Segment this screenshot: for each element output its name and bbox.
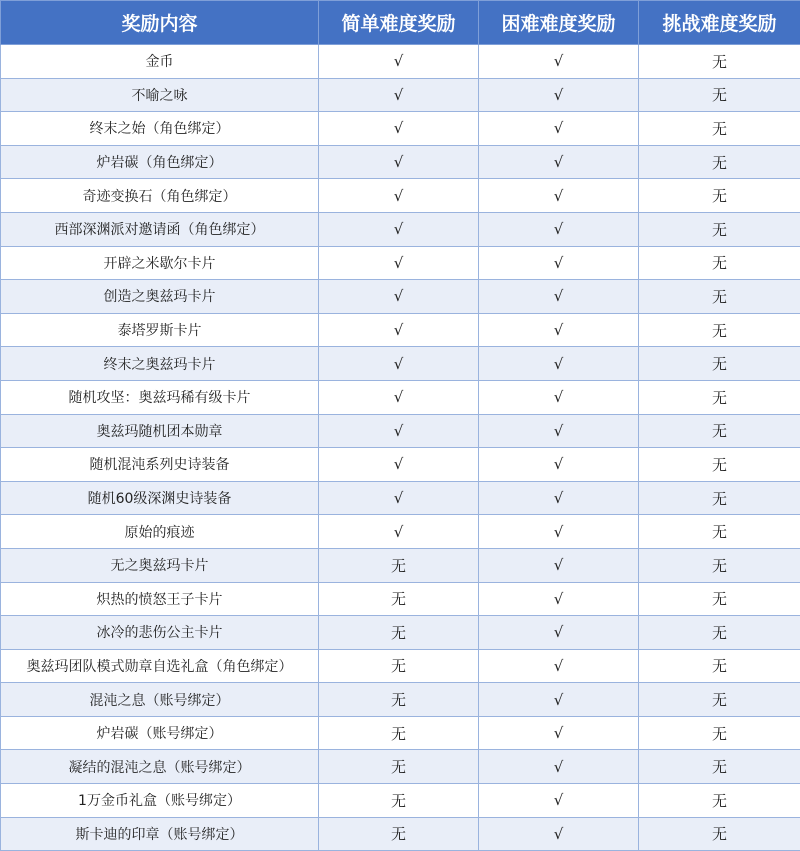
reward-name-cell: 创造之奥兹玛卡片 bbox=[1, 280, 319, 314]
table-row bbox=[1, 212, 800, 246]
hard-reward-cell: √ bbox=[479, 750, 639, 784]
header-row bbox=[1, 1, 800, 45]
hard-reward-cell: √ bbox=[479, 246, 639, 280]
easy-reward-cell: 无 bbox=[319, 716, 479, 750]
table-row bbox=[1, 448, 800, 482]
reward-name-cell: 奥兹玛随机团本勋章 bbox=[1, 414, 319, 448]
hard-reward-cell: √ bbox=[479, 515, 639, 549]
reward-name-cell: 随机混沌系列史诗装备 bbox=[1, 448, 319, 482]
hard-reward-cell: √ bbox=[479, 179, 639, 213]
reward-name-cell: 随机60级深渊史诗装备 bbox=[1, 481, 319, 515]
easy-reward-cell: √ bbox=[319, 280, 479, 314]
easy-reward-cell: 无 bbox=[319, 649, 479, 683]
easy-reward-cell: √ bbox=[319, 347, 479, 381]
challenge-reward-cell: 无 bbox=[639, 481, 800, 515]
challenge-reward-cell: 无 bbox=[639, 716, 800, 750]
hard-reward-cell: √ bbox=[479, 817, 639, 851]
reward-name-cell: 奥兹玛团队模式勋章自选礼盒（角色绑定） bbox=[1, 649, 319, 683]
hard-reward-cell: √ bbox=[479, 683, 639, 717]
easy-reward-cell: 无 bbox=[319, 750, 479, 784]
easy-reward-cell: 无 bbox=[319, 784, 479, 818]
reward-name-cell: 金币 bbox=[1, 45, 319, 79]
easy-reward-cell: 无 bbox=[319, 817, 479, 851]
hard-reward-cell: √ bbox=[479, 784, 639, 818]
header-challenge-reward: 挑战难度奖励 bbox=[639, 1, 800, 45]
hard-reward-cell: √ bbox=[479, 145, 639, 179]
header-hard-reward: 困难难度奖励 bbox=[479, 1, 639, 45]
header-easy-reward: 简单难度奖励 bbox=[319, 1, 479, 45]
table-row bbox=[1, 78, 800, 112]
easy-reward-cell: √ bbox=[319, 515, 479, 549]
hard-reward-cell: √ bbox=[479, 112, 639, 146]
challenge-reward-cell: 无 bbox=[639, 817, 800, 851]
reward-name-cell: 1万金币礼盒（账号绑定） bbox=[1, 784, 319, 818]
table-row bbox=[1, 582, 800, 616]
easy-reward-cell: √ bbox=[319, 246, 479, 280]
challenge-reward-cell: 无 bbox=[639, 380, 800, 414]
reward-name-cell: 炉岩碳（账号绑定） bbox=[1, 716, 319, 750]
challenge-reward-cell: 无 bbox=[639, 649, 800, 683]
easy-reward-cell: √ bbox=[319, 145, 479, 179]
reward-name-cell: 斯卡迪的印章（账号绑定） bbox=[1, 817, 319, 851]
challenge-reward-cell: 无 bbox=[639, 112, 800, 146]
challenge-reward-cell: 无 bbox=[639, 683, 800, 717]
challenge-reward-cell: 无 bbox=[639, 313, 800, 347]
reward-name-cell: 终末之始（角色绑定） bbox=[1, 112, 319, 146]
reward-name-cell: 终末之奥兹玛卡片 bbox=[1, 347, 319, 381]
table-row bbox=[1, 548, 800, 582]
table-row bbox=[1, 784, 800, 818]
challenge-reward-cell: 无 bbox=[639, 750, 800, 784]
table-row bbox=[1, 313, 800, 347]
challenge-reward-cell: 无 bbox=[639, 784, 800, 818]
challenge-reward-cell: 无 bbox=[639, 414, 800, 448]
reward-name-cell: 随机攻坚：奥兹玛稀有级卡片 bbox=[1, 380, 319, 414]
reward-name-cell: 冰冷的悲伤公主卡片 bbox=[1, 616, 319, 650]
easy-reward-cell: 无 bbox=[319, 548, 479, 582]
table-row bbox=[1, 280, 800, 314]
table-row bbox=[1, 616, 800, 650]
table-row bbox=[1, 481, 800, 515]
hard-reward-cell: √ bbox=[479, 414, 639, 448]
easy-reward-cell: 无 bbox=[319, 582, 479, 616]
challenge-reward-cell: 无 bbox=[639, 145, 800, 179]
easy-reward-cell: √ bbox=[319, 380, 479, 414]
hard-reward-cell: √ bbox=[479, 347, 639, 381]
easy-reward-cell: √ bbox=[319, 179, 479, 213]
easy-reward-cell: √ bbox=[319, 414, 479, 448]
hard-reward-cell: √ bbox=[479, 548, 639, 582]
reward-name-cell: 炽热的愤怒王子卡片 bbox=[1, 582, 319, 616]
reward-name-cell: 不喻之咏 bbox=[1, 78, 319, 112]
challenge-reward-cell: 无 bbox=[639, 616, 800, 650]
challenge-reward-cell: 无 bbox=[639, 347, 800, 381]
challenge-reward-cell: 无 bbox=[639, 78, 800, 112]
hard-reward-cell: √ bbox=[479, 78, 639, 112]
table-row bbox=[1, 179, 800, 213]
reward-name-cell: 西部深渊派对邀请函（角色绑定） bbox=[1, 212, 319, 246]
challenge-reward-cell: 无 bbox=[639, 515, 800, 549]
table-row bbox=[1, 145, 800, 179]
hard-reward-cell: √ bbox=[479, 212, 639, 246]
hard-reward-cell: √ bbox=[479, 280, 639, 314]
challenge-reward-cell: 无 bbox=[639, 280, 800, 314]
table-row bbox=[1, 817, 800, 851]
easy-reward-cell: √ bbox=[319, 212, 479, 246]
easy-reward-cell: 无 bbox=[319, 683, 479, 717]
hard-reward-cell: √ bbox=[479, 313, 639, 347]
challenge-reward-cell: 无 bbox=[639, 179, 800, 213]
challenge-reward-cell: 无 bbox=[639, 45, 800, 79]
table-body bbox=[1, 45, 800, 851]
easy-reward-cell: √ bbox=[319, 112, 479, 146]
easy-reward-cell: 无 bbox=[319, 616, 479, 650]
header-reward-content: 奖励内容 bbox=[1, 1, 319, 45]
challenge-reward-cell: 无 bbox=[639, 582, 800, 616]
table-row bbox=[1, 683, 800, 717]
hard-reward-cell: √ bbox=[479, 616, 639, 650]
reward-name-cell: 泰塔罗斯卡片 bbox=[1, 313, 319, 347]
table-row bbox=[1, 649, 800, 683]
table-header bbox=[1, 1, 800, 45]
reward-name-cell: 原始的痕迹 bbox=[1, 515, 319, 549]
table-row bbox=[1, 414, 800, 448]
reward-name-cell: 奇迹变换石（角色绑定） bbox=[1, 179, 319, 213]
hard-reward-cell: √ bbox=[479, 649, 639, 683]
reward-name-cell: 开辟之米歇尔卡片 bbox=[1, 246, 319, 280]
easy-reward-cell: √ bbox=[319, 481, 479, 515]
easy-reward-cell: √ bbox=[319, 45, 479, 79]
table-row bbox=[1, 750, 800, 784]
table-row bbox=[1, 515, 800, 549]
hard-reward-cell: √ bbox=[479, 448, 639, 482]
reward-name-cell: 凝结的混沌之息（账号绑定） bbox=[1, 750, 319, 784]
challenge-reward-cell: 无 bbox=[639, 548, 800, 582]
table-row bbox=[1, 246, 800, 280]
table-row bbox=[1, 45, 800, 79]
hard-reward-cell: √ bbox=[479, 45, 639, 79]
hard-reward-cell: √ bbox=[479, 481, 639, 515]
challenge-reward-cell: 无 bbox=[639, 448, 800, 482]
table-row bbox=[1, 112, 800, 146]
hard-reward-cell: √ bbox=[479, 582, 639, 616]
hard-reward-cell: √ bbox=[479, 380, 639, 414]
reward-name-cell: 混沌之息（账号绑定） bbox=[1, 683, 319, 717]
table-row bbox=[1, 380, 800, 414]
easy-reward-cell: √ bbox=[319, 313, 479, 347]
table-row bbox=[1, 716, 800, 750]
challenge-reward-cell: 无 bbox=[639, 212, 800, 246]
easy-reward-cell: √ bbox=[319, 78, 479, 112]
table-row bbox=[1, 347, 800, 381]
reward-name-cell: 炉岩碳（角色绑定） bbox=[1, 145, 319, 179]
easy-reward-cell: √ bbox=[319, 448, 479, 482]
reward-name-cell: 无之奥兹玛卡片 bbox=[1, 548, 319, 582]
challenge-reward-cell: 无 bbox=[639, 246, 800, 280]
hard-reward-cell: √ bbox=[479, 716, 639, 750]
